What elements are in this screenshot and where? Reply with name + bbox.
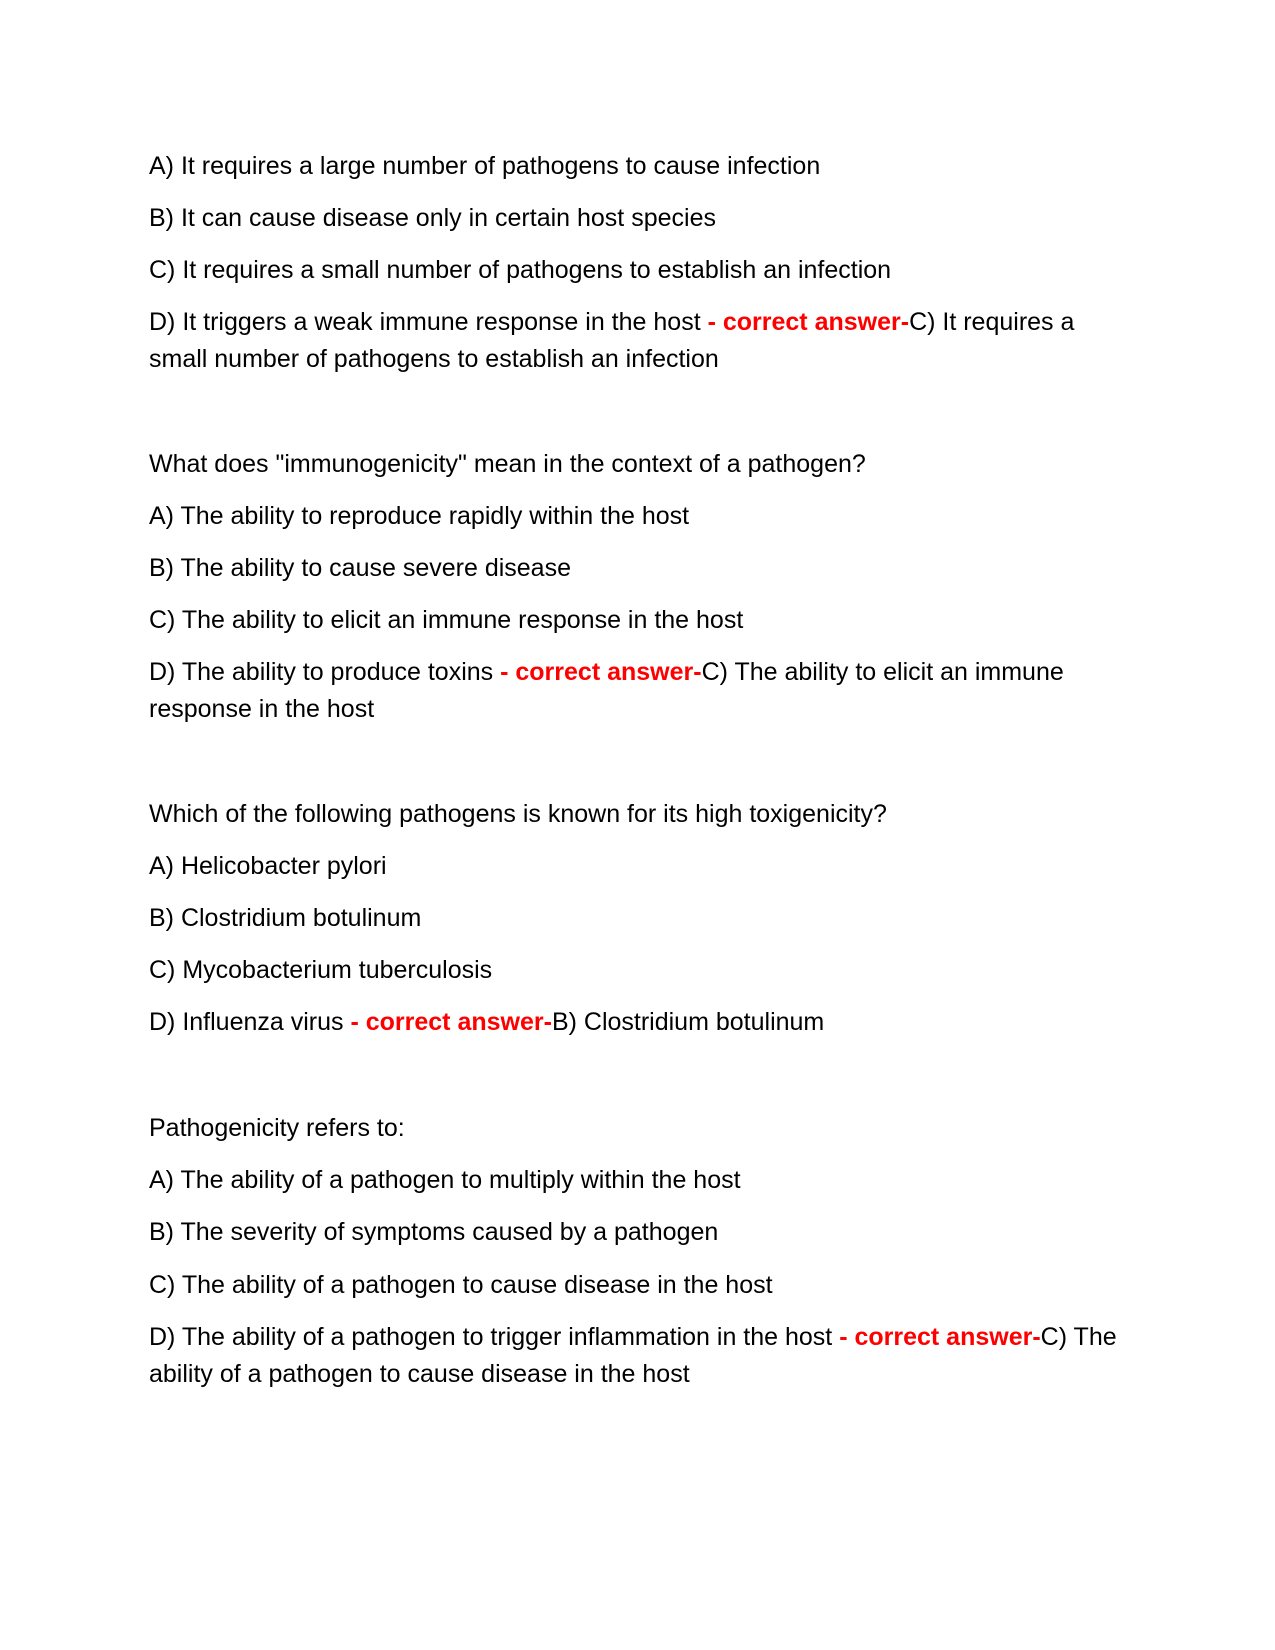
q0-option-d: D) It triggers a weak immune response in the host: [149, 308, 708, 336]
q2-option-c: C) Mycobacterium tuberculosis: [149, 956, 493, 984]
q0-option-c: C) It requires a small number of pathogens to establish an infection: [149, 256, 892, 284]
q1-option-d: D) The ability to produce toxins: [149, 658, 501, 686]
q2-option-d-with-answer: [149, 1004, 1129, 1041]
q1-correct-answer: C) The ability to elicit an immune response in the host: [149, 658, 1064, 723]
q2-option-d: D) Influenza virus: [149, 1008, 351, 1036]
q2-question: Which of the following pathogens is known for its high toxigenicity?: [149, 800, 887, 828]
q3-option-d: D) The ability of a pathogen to trigger inflammation in the host: [149, 1323, 840, 1351]
q1-option-b: B) The ability to cause severe disease: [149, 554, 571, 582]
q2-correct-answer: B) Clostridium botulinum: [551, 1008, 825, 1036]
q2-option-b: B) Clostridium botulinum: [149, 904, 422, 932]
q3-correct-answer-marker: - correct answer-: [839, 1323, 1041, 1351]
q0-correct-answer-marker: - correct answer-: [707, 308, 910, 336]
q0-correct-answer: C) It requires a small number of pathogens to establish an infection: [149, 308, 1075, 373]
q3-option-d-with-answer: [149, 1319, 1129, 1393]
q1-correct-answer-marker: - correct answer-: [500, 658, 702, 686]
q1-option-c: C) The ability to elicit an immune response in the host: [149, 606, 744, 634]
q2-correct-answer-marker: - correct answer-: [350, 1008, 552, 1036]
q1-option-a: A) The ability to reproduce rapidly within the host: [149, 502, 690, 530]
q1-option-d-with-answer: [149, 654, 1129, 728]
q2-option-a: A) Helicobacter pylori: [149, 852, 387, 880]
q0-option-a: A) It requires a large number of pathogens to cause infection: [149, 152, 821, 180]
q3-question: Pathogenicity refers to:: [149, 1114, 405, 1142]
q1-question: What does "immunogenicity" mean in the context of a pathogen?: [149, 450, 866, 478]
q0-option-d-with-answer: [149, 304, 1129, 378]
q3-option-a: A) The ability of a pathogen to multiply within the host: [149, 1166, 741, 1194]
q0-option-b: B) It can cause disease only in certain host species: [149, 204, 716, 232]
q3-option-b: B) The severity of symptoms caused by a pathogen: [149, 1218, 719, 1246]
q3-correct-answer: C) The ability of a pathogen to cause disease in the host: [149, 1323, 1117, 1388]
q3-option-c: C) The ability of a pathogen to cause disease in the host: [149, 1271, 773, 1299]
